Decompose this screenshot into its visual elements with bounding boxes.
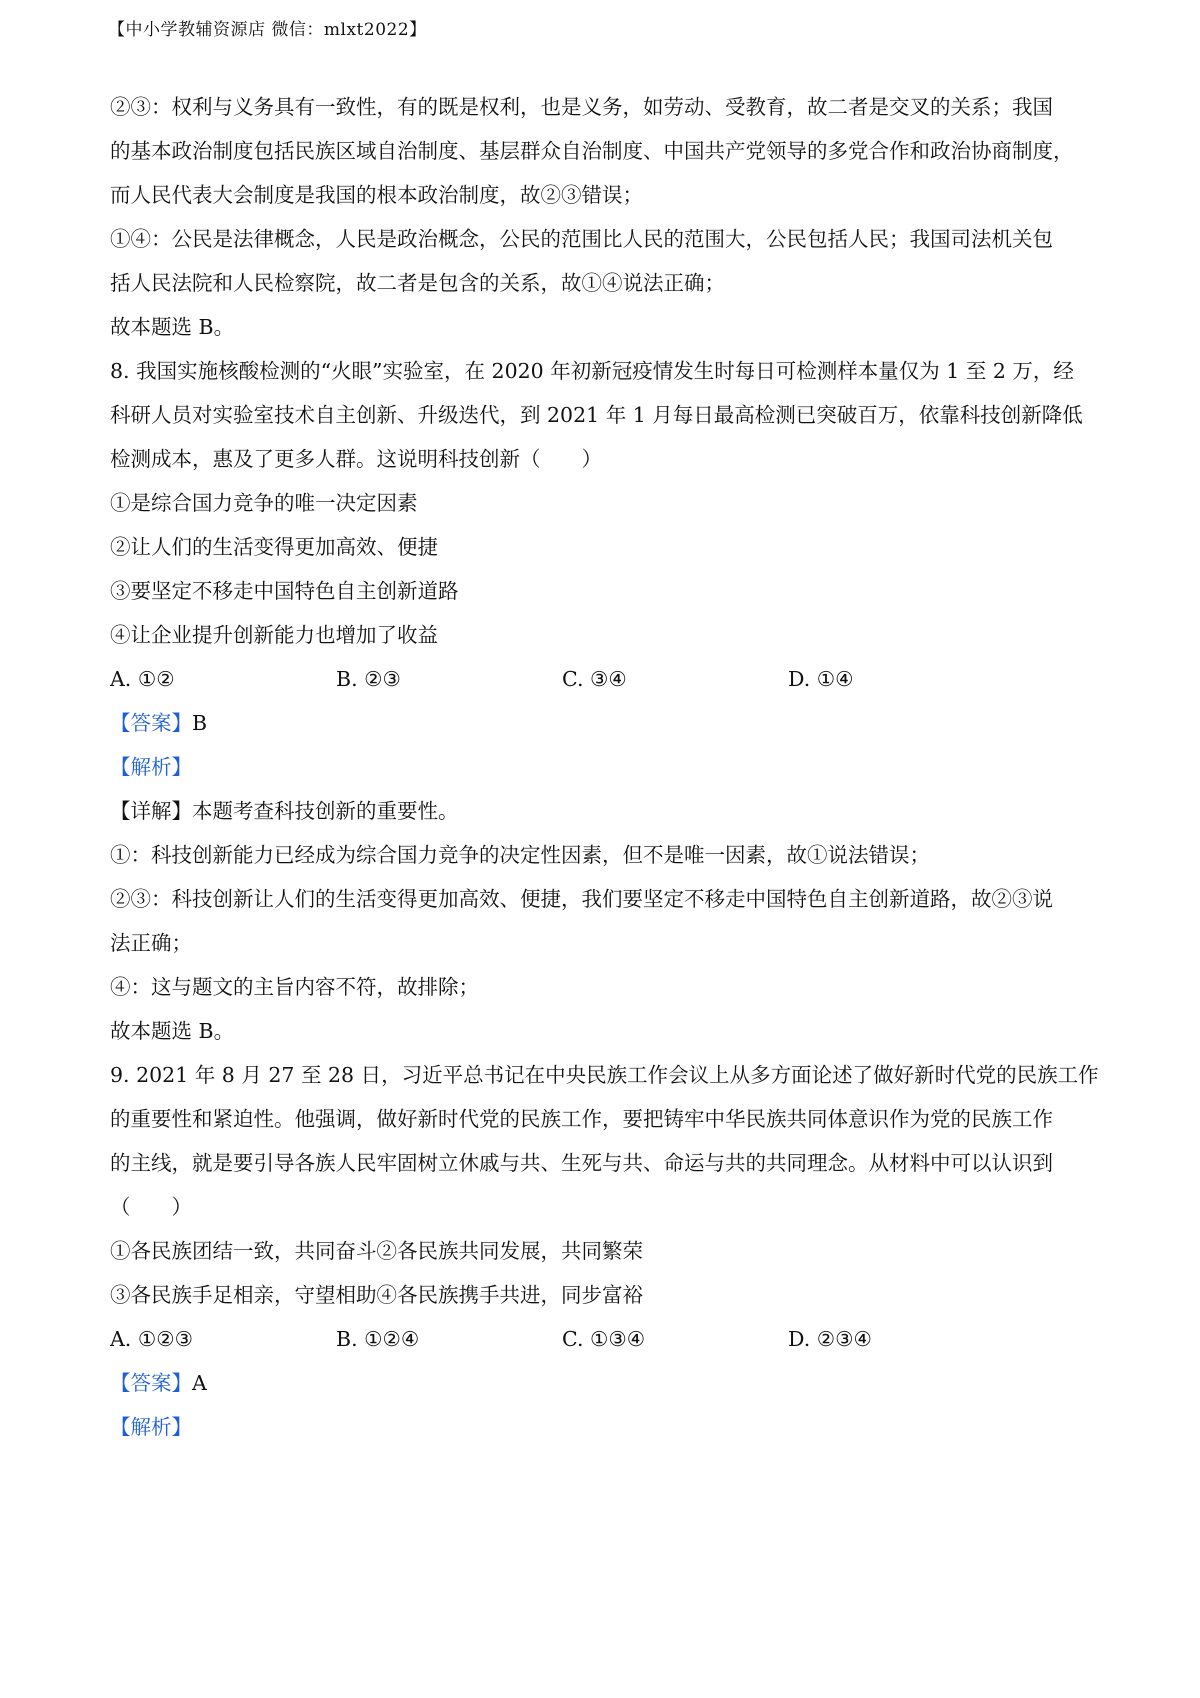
q8-options — [110, 664, 1100, 694]
q8-analysis-label: 【解析】 — [110, 755, 192, 779]
q9-stem-line-4: （ ） — [110, 1195, 192, 1219]
q7-explain-line-3: 而人民代表大会制度是我国的根本政治制度，故②③错误； — [110, 183, 643, 207]
q8-answer — [110, 708, 1100, 738]
q8-explain-line-3: 法正确； — [110, 931, 192, 955]
q7-explain-line-2: 的基本政治制度包括民族区域自治制度、基层群众自治制度、中国共产党领导的多党合作和政治协商制度， — [110, 139, 1074, 163]
q9-stem-line-1: 9. 2021 年 8 月 27 至 28 日，习近平总书记在中央民族工作会议上从多方面论述了做好新时代党的民族工作 — [110, 1063, 1099, 1087]
watermark-header: 【中小学教辅资源店 微信：mlxt2022】 — [108, 20, 427, 40]
q8-stem-line-2: 科研人员对实验室技术自主创新、升级迭代，到 2021 年 1 月每日最高检测已突破百万，依靠科技创新降低 — [110, 403, 1083, 427]
q9-stem-line-2: 的重要性和紧迫性。他强调，做好新时代党的民族工作，要把铸牢中华民族共同体意识作为党的民族工作 — [110, 1107, 1053, 1131]
q7-explain-line-5: 括人民法院和人民检察院，故二者是包含的关系，故①④说法正确； — [110, 271, 725, 295]
q8-option-c: C. ③④ — [562, 667, 627, 691]
q9-answer-value: A — [192, 1371, 207, 1395]
q8-item-3: ③要坚定不移走中国特色自主创新道路 — [110, 579, 459, 603]
q8-option-d: D. ①④ — [788, 667, 854, 691]
q9-answer — [110, 1368, 1100, 1398]
q8-stem-line-1: 8. 我国实施核酸检测的“火眼”实验室，在 2020 年初新冠疫情发生时每日可检测样本量仅为 1 至 2 万，经 — [110, 359, 1074, 383]
q9-stem-line-3: 的主线，就是要引导各族人民牢固树立休戚与共、生死与共、命运与共的共同理念。从材料中可以认识到 — [110, 1151, 1053, 1175]
q9-analysis-label: 【解析】 — [110, 1415, 192, 1439]
q7-conclusion: 故本题选 B。 — [110, 315, 235, 339]
q9-answer-label: 【答案】 — [110, 1371, 192, 1395]
q8-option-b: B. ②③ — [336, 667, 401, 691]
q9-items-line-2: ③各民族手足相亲，守望相助④各民族携手共进，同步富裕 — [110, 1283, 643, 1307]
q8-conclusion: 故本题选 B。 — [110, 1019, 235, 1043]
q8-answer-value: B — [192, 711, 208, 735]
q8-stem-line-3: 检测成本，惠及了更多人群。这说明科技创新（ ） — [110, 447, 602, 471]
q8-explain-line-1: ①：科技创新能力已经成为综合国力竞争的决定性因素，但不是唯一因素，故①说法错误； — [110, 843, 930, 867]
q7-explain-line-1: ②③：权利与义务具有一致性，有的既是权利，也是义务，如劳动、受教育，故二者是交叉的关系；我国 — [110, 95, 1053, 119]
q8-explain-line-2: ②③：科技创新让人们的生活变得更加高效、便捷，我们要坚定不移走中国特色自主创新道路，故②③说 — [110, 887, 1053, 911]
q9-option-c: C. ①③④ — [562, 1327, 646, 1351]
q7-explain-line-4: ①④：公民是法律概念，人民是政治概念，公民的范围比人民的范围大，公民包括人民；我国司法机关包 — [110, 227, 1053, 251]
q8-answer-label: 【答案】 — [110, 711, 192, 735]
q9-option-a: A. ①②③ — [110, 1327, 193, 1351]
q8-item-4: ④让企业提升创新能力也增加了收益 — [110, 623, 438, 647]
q8-explain-line-4: ④：这与题文的主旨内容不符，故排除； — [110, 975, 479, 999]
q9-option-d: D. ②③④ — [788, 1327, 872, 1351]
q8-item-1: ①是综合国力竞争的唯一决定因素 — [110, 491, 418, 515]
q8-detail: 【详解】本题考查科技创新的重要性。 — [110, 799, 459, 823]
q8-option-a: A. ①② — [110, 667, 175, 691]
q9-options — [110, 1324, 1100, 1354]
q9-option-b: B. ①②④ — [336, 1327, 420, 1351]
q8-item-2: ②让人们的生活变得更加高效、便捷 — [110, 535, 438, 559]
q9-items-line-1: ①各民族团结一致，共同奋斗②各民族共同发展，共同繁荣 — [110, 1239, 643, 1263]
